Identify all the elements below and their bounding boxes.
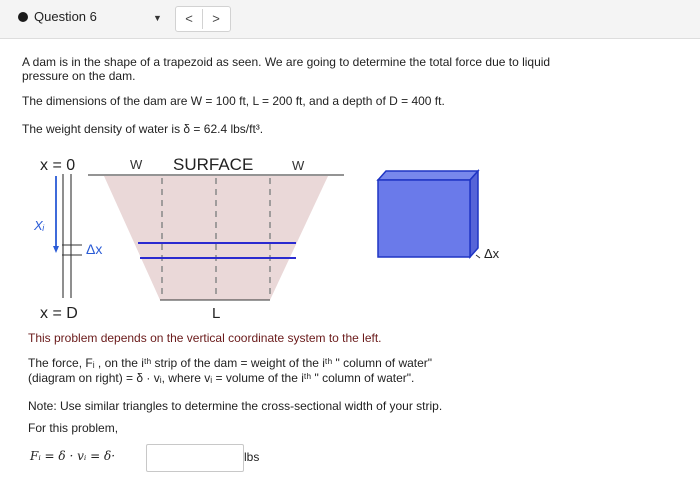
xi-arrowhead — [53, 246, 59, 253]
w-label-left: W — [130, 157, 143, 172]
x0-label: x = 0 — [40, 157, 76, 174]
force-answer-input[interactable] — [146, 444, 244, 472]
intro-line-1: A dam is in the shape of a trapezoid as seen. We are going to determine the total force due to liquid — [22, 55, 551, 69]
xd-label: x = D — [40, 305, 78, 322]
xi-label: Xᵢ — [34, 218, 45, 233]
force-line-2: (diagram on right) = δ · vᵢ, where vᵢ = volume of the iᵗʰ " column of water". — [28, 371, 415, 385]
dimensions-text: The dimensions of the dam are W = 100 ft, L = 200 ft, and a depth of D = 400 ft. — [22, 94, 445, 108]
coordinate-note: This problem depends on the vertical coordinate system to the left. — [28, 331, 382, 345]
dx-marker — [476, 255, 480, 258]
force-formula: Fᵢ = δ · vᵢ = δ· — [30, 449, 116, 463]
next-question-icon[interactable]: > — [212, 11, 220, 26]
l-label: L — [212, 305, 221, 322]
dx-label-left: Δx — [86, 241, 103, 257]
unit-label: lbs — [244, 450, 260, 464]
water-column-top — [378, 171, 478, 180]
water-column-box — [378, 180, 470, 257]
weight-density-text: The weight density of water is δ = 62.4 lbs/ft³. — [22, 122, 264, 136]
chevron-down-icon[interactable]: ▼ — [153, 13, 162, 23]
water-column-side — [470, 171, 478, 257]
prev-question-icon[interactable]: < — [176, 9, 203, 29]
dx-label-right: Δx — [484, 246, 500, 261]
for-problem-text: For this problem, — [28, 421, 119, 435]
similar-triangles-note: Note: Use similar triangles to determine the cross-sectional width of your strip. — [28, 399, 443, 413]
w-label-right: W — [292, 158, 305, 173]
surface-label: SURFACE — [173, 155, 254, 174]
force-line-1: The force, Fᵢ , on the iᵗʰ strip of the dam = weight of the iᵗʰ " column of water" — [28, 356, 433, 370]
question-label: Question 6 — [34, 9, 97, 24]
intro-line-2: pressure on the dam. — [22, 69, 136, 83]
